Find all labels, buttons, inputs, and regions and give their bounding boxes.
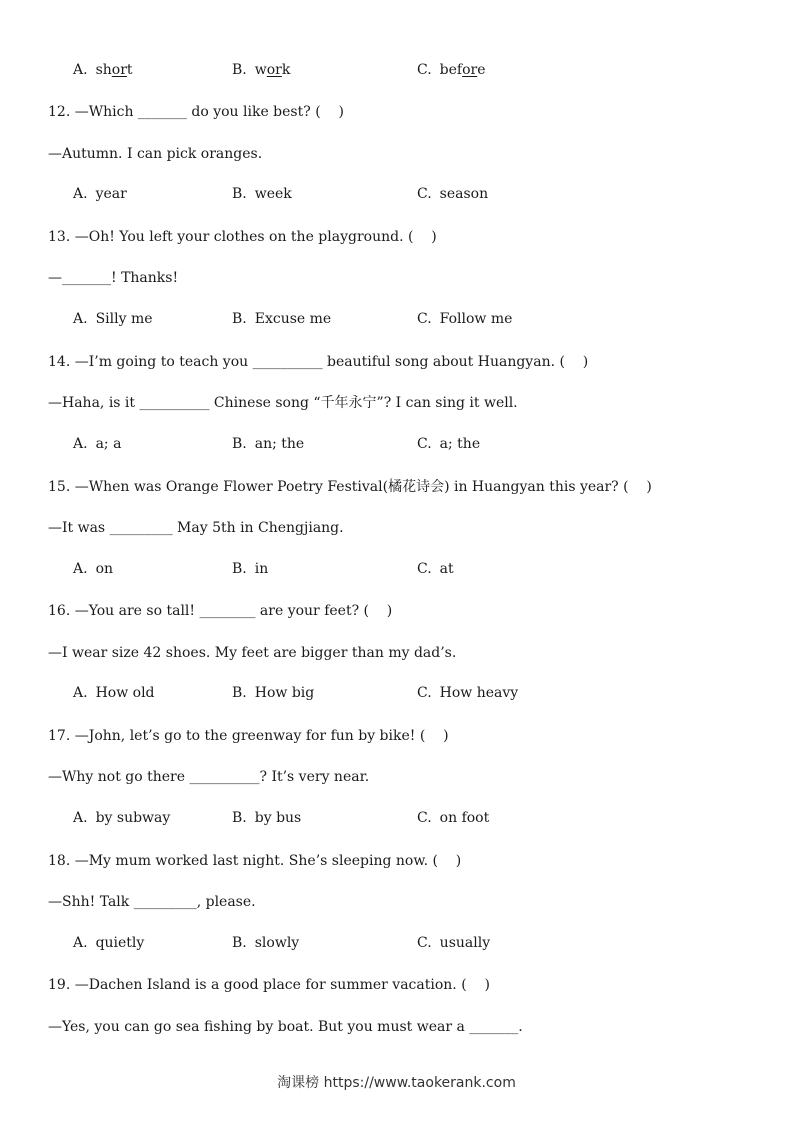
option-b[interactable]: B. slowly [232,935,300,951]
option-a[interactable]: A. quietly [73,935,145,951]
answer-14: —Haha, is it __________ Chinese song “千年永宁”? I can sing it well. [48,395,518,411]
option-a[interactable]: A. How old [73,685,155,701]
option-b[interactable]: B. work [232,62,291,78]
question-15: 15. —When was Orange Flower Poetry Festival(橘花诗会) in Huangyan this year? ( ) [48,479,652,495]
question-15-options [0,561,793,579]
question-16-options [0,685,793,703]
question-14: 14. —I’m going to teach you __________ beautiful song about Huangyan. ( ) [48,354,589,370]
option-b[interactable]: B. How big [232,685,315,701]
option-a[interactable]: A. Silly me [73,311,153,327]
option-a[interactable]: A. short [73,62,133,78]
option-c[interactable]: C. How heavy [417,685,519,701]
answer-16: —I wear size 42 shoes. My feet are bigger than my dad’s. [48,645,457,661]
answer-18: —Shh! Talk _________, please. [48,894,256,910]
question-17-options [0,810,793,828]
option-a[interactable]: A. on [73,561,114,577]
question-14-options [0,436,793,454]
option-c[interactable]: C. Follow me [417,311,513,327]
question-12: 12. —Which _______ do you like best? ( ) [48,104,344,120]
answer-12: —Autumn. I can pick oranges. [48,146,263,162]
option-c[interactable]: C. on foot [417,810,490,826]
option-c[interactable]: C. usually [417,935,491,951]
question-12-options [0,186,793,204]
option-b[interactable]: B. week [232,186,292,202]
option-a[interactable]: A. by subway [73,810,171,826]
question-18-options [0,935,793,953]
question-13: 13. —Oh! You left your clothes on the playground. ( ) [48,229,437,245]
option-b[interactable]: B. an; the [232,436,305,452]
option-c[interactable]: C. a; the [417,436,481,452]
question-11-options [0,62,793,80]
answer-17: —Why not go there __________? It’s very near. [48,769,370,785]
question-16: 16. —You are so tall! ________ are your feet? ( ) [48,603,393,619]
option-b[interactable]: B. by bus [232,810,302,826]
option-c[interactable]: C. season [417,186,489,202]
question-18: 18. —My mum worked last night. She’s sleeping now. ( ) [48,853,462,869]
question-19: 19. —Dachen Island is a good place for summer vacation. ( ) [48,977,490,993]
option-c[interactable]: C. at [417,561,454,577]
answer-19: —Yes, you can go sea fishing by boat. But you must wear a _______. [48,1019,523,1035]
option-a[interactable]: A. a; a [73,436,122,452]
question-13-options [0,311,793,329]
option-a[interactable]: A. year [73,186,127,202]
question-17: 17. —John, let’s go to the greenway for fun by bike! ( ) [48,728,449,744]
option-b[interactable]: B. in [232,561,269,577]
answer-15: —It was _________ May 5th in Chengjiang. [48,520,344,536]
page-footer: 淘课榜 https://www.taokerank.com [277,1075,516,1091]
option-b[interactable]: B. Excuse me [232,311,332,327]
option-c[interactable]: C. before [417,62,486,78]
answer-13: —_______! Thanks! [48,270,179,286]
